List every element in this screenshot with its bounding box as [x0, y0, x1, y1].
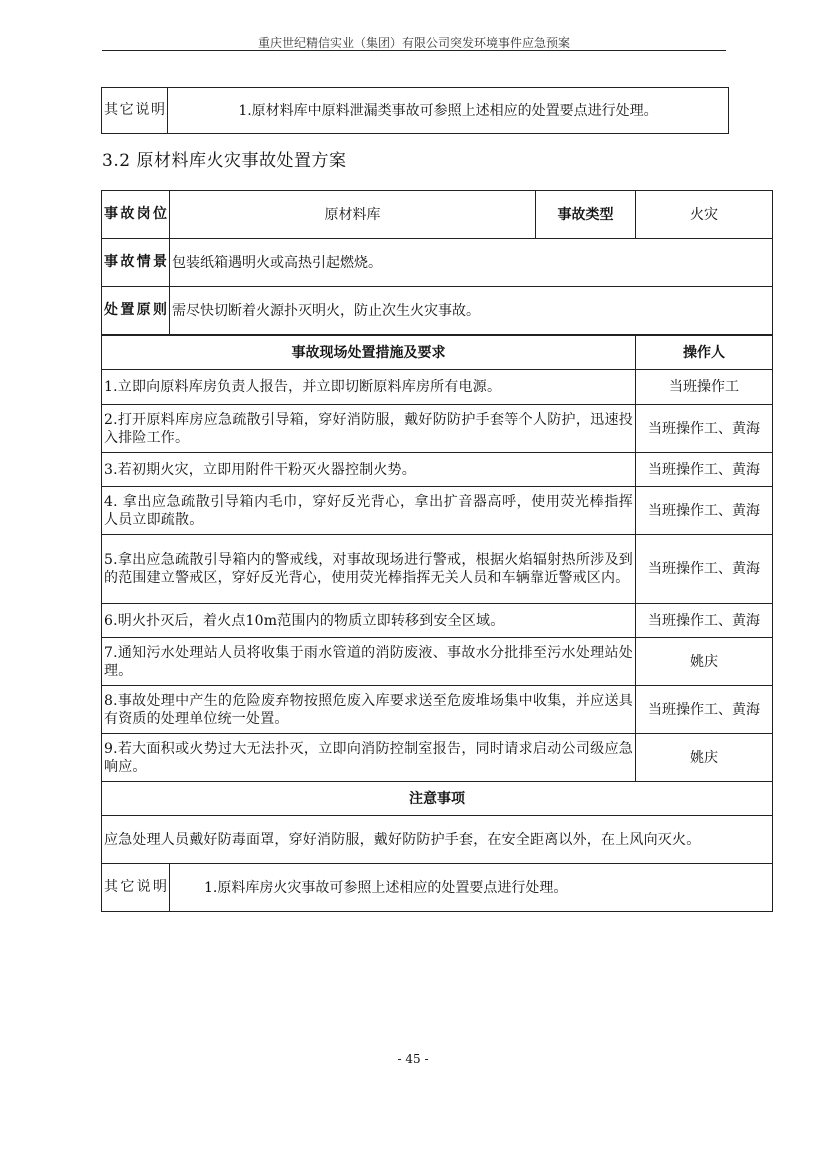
operator-header: 操作人 [636, 336, 773, 370]
section-title: 3.2 原材料库火灾事故处置方案 [102, 151, 347, 171]
post-value: 原材料库 [170, 191, 536, 239]
post-label: 事故岗位 [102, 191, 170, 239]
table-row [102, 453, 773, 487]
measure-operator: 当班操作工 [636, 370, 773, 405]
measure-text: 5.拿出应急疏散引导箱内的警戒线，对事故现场进行警戒，根据火焰辐射热所涉及到的范围建立警戒区，穿好反光背心，使用荧光棒指挥无关人员和车辆靠近警戒区内。 [102, 535, 636, 604]
other-text: 1.原材料库中原料泄漏类事故可参照上述相应的处置要点进行处理。 [168, 88, 729, 134]
measure-text: 8.事故处理中产生的危险废弃物按照危废入库要求送至危废堆场集中收集，并应送具有资质的处理单位统一处置。 [102, 686, 636, 734]
measure-text: 7.通知污水处理站人员将收集于雨水管道的消防废液、事故水分批排至污水处理站处理。 [102, 638, 636, 686]
measure-operator: 当班操作工、黄海 [636, 453, 773, 487]
page-number: - 45 - [397, 1052, 429, 1066]
table-row [102, 88, 729, 134]
table-row [102, 287, 773, 335]
measures-header: 事故现场处置措施及要求 [102, 336, 636, 370]
measure-text: 6.明火扑灭后，着火点10m范围内的物质立即转移到安全区域。 [102, 604, 636, 638]
page-header: 重庆世纪精信实业（集团）有限公司突发环境事件应急预案 [257, 36, 570, 50]
principle-value: 需尽快切断着火源扑灭明火，防止次生火灾事故。 [170, 287, 773, 335]
scenario-value: 包装纸箱遇明火或高热引起燃烧。 [170, 239, 773, 287]
measure-text: 4. 拿出应急疏散引导箱内毛巾，穿好反光背心，拿出扩音器高呼，使用荧光棒指挥人员立即疏散。 [102, 487, 636, 535]
measures-table [101, 335, 773, 912]
measure-operator: 当班操作工、黄海 [636, 604, 773, 638]
measure-operator: 当班操作工、黄海 [636, 686, 773, 734]
other-text: 1.原料库房火灾事故可参照上述相应的处置要点进行处理。 [170, 864, 773, 912]
header-divider [102, 50, 726, 51]
table-row [102, 239, 773, 287]
measure-operator: 当班操作工、黄海 [636, 405, 773, 453]
measure-text: 3.若初期火灾，立即用附件干粉灭火器控制火势。 [102, 453, 636, 487]
table-row [102, 864, 773, 912]
table-row [102, 370, 773, 405]
notes-title: 注意事项 [102, 782, 773, 816]
table-row [102, 487, 773, 535]
table-row [102, 405, 773, 453]
scenario-label: 事故情景 [102, 239, 170, 287]
type-label: 事故类型 [536, 191, 636, 239]
table-row [102, 604, 773, 638]
table-row [102, 816, 773, 864]
table-row [102, 686, 773, 734]
table-row [102, 638, 773, 686]
measure-text: 2.打开原料库房应急疏散引导箱，穿好消防服，戴好防防护手套等个人防护，迅速投入排险工作。 [102, 405, 636, 453]
measure-operator: 当班操作工、黄海 [636, 535, 773, 604]
fire-info-table [101, 190, 773, 335]
table-row [102, 336, 773, 370]
table-row [102, 734, 773, 782]
table-row [102, 535, 773, 604]
measure-operator: 姚庆 [636, 638, 773, 686]
measure-operator: 姚庆 [636, 734, 773, 782]
measure-text: 9.若大面积或火势过大无法扑灭，立即向消防控制室报告，同时请求启动公司级应急响应。 [102, 734, 636, 782]
table-row [102, 191, 773, 239]
type-value: 火灾 [636, 191, 773, 239]
principle-label: 处置原则 [102, 287, 170, 335]
leak-other-notes-table [101, 87, 729, 134]
table-row [102, 782, 773, 816]
notes-text: 应急处理人员戴好防毒面罩，穿好消防服，戴好防防护手套，在安全距离以外，在上风向灭火。 [102, 816, 773, 864]
other-label: 其它说明 [102, 864, 170, 912]
measure-text: 1.立即向原料库房负责人报告，并立即切断原料库房所有电源。 [102, 370, 636, 405]
other-label: 其它说明 [102, 88, 168, 134]
measure-operator: 当班操作工、黄海 [636, 487, 773, 535]
